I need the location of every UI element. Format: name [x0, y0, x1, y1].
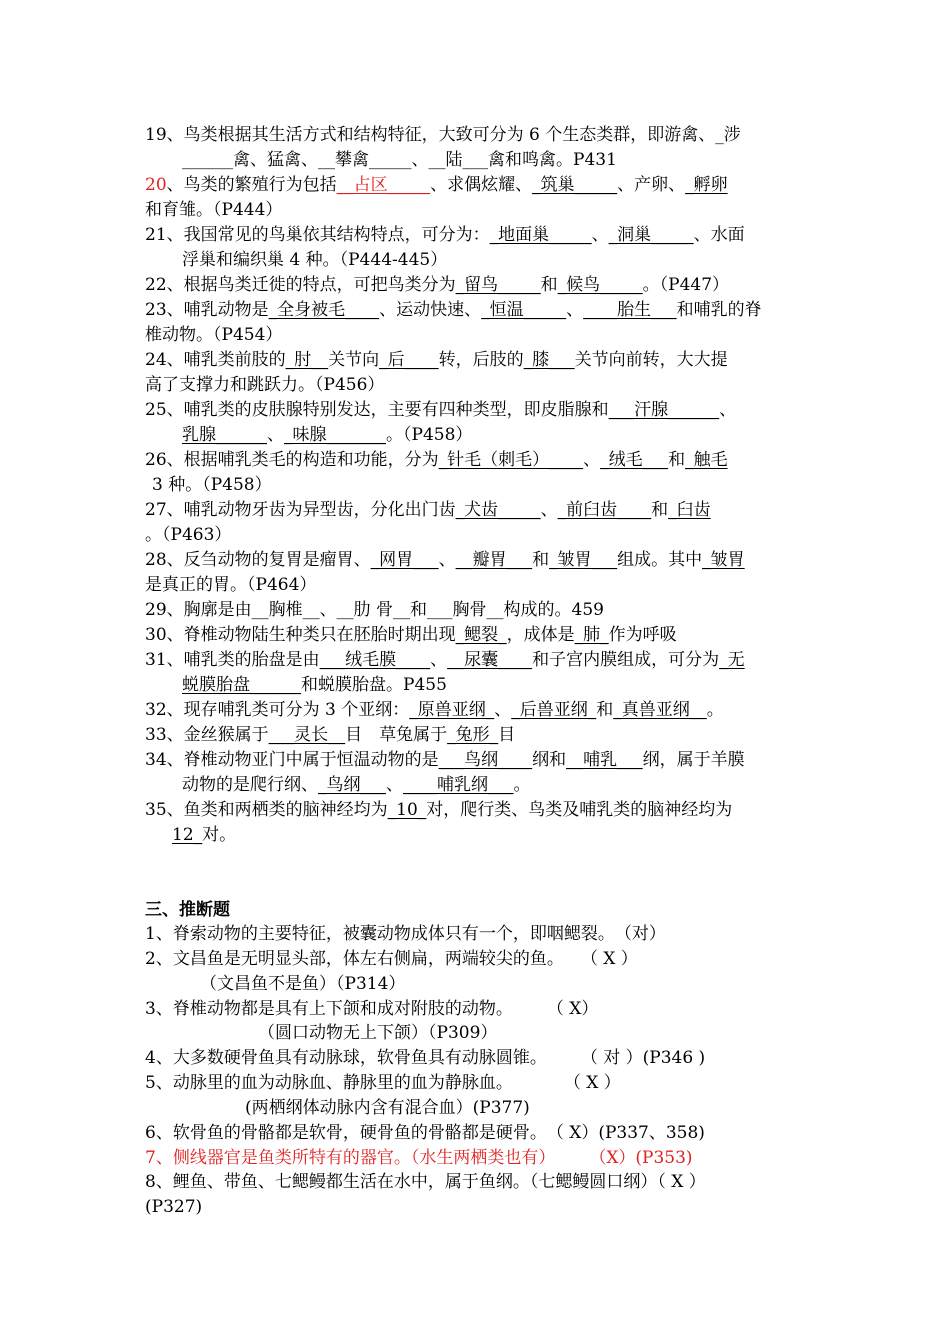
question-34-text: 34、脊椎动物亚门中属于恒温动物的是 [145, 750, 439, 770]
answer-fuluan: _孵卵 [685, 175, 728, 195]
answer-niaonang: __尿囊____ [447, 650, 533, 670]
judgement-item-1: 1、脊索动物的主要特征，被囊动物成体只有一个，即咽鳃裂。 （对） [145, 924, 666, 944]
answer-wangwei: _网胃___ [370, 550, 439, 570]
question-27-line2: 。（P463） [145, 525, 232, 545]
question-25-text: 25、哺乳类的皮肤腺特别发达，主要有四种类型，即皮脂腺和 [145, 400, 609, 420]
answer-xi: _膝___ [523, 350, 575, 370]
judgement-item-4: 4、大多数硬骨鱼具有动脉球，软骨鱼具有动脉圆锥。 （ 对 ）(P346 ) [145, 1048, 706, 1068]
question-23-end: 和哺乳的脊 [676, 300, 762, 320]
question-30-text: 30、脊椎动物陆生种类只在胚胎时期出现 [145, 625, 456, 645]
question-34-line1 [145, 748, 810, 773]
question-26-m1: 、 [583, 450, 601, 470]
question-20-number: 20 [145, 175, 167, 195]
question-34-m2: 、 [386, 775, 403, 795]
question-23-mid1: 、运动快速、 [379, 300, 482, 320]
judgement-item-2-note: （文昌鱼不是鱼）（P314） [200, 974, 406, 994]
question-32-m2: 和 [596, 700, 614, 720]
question-34-l2-end: 。 [513, 775, 531, 795]
question-26-text: 26、根据哺乳类毛的构造和功能，分为 [145, 450, 439, 470]
question-20-text-end: 、产卵、 [617, 175, 686, 195]
question-20-line1 [145, 173, 810, 198]
question-35-l2-end: 对。 [202, 825, 237, 845]
answer-fei: _肺_ [574, 625, 609, 645]
answer-liuniao: _留鸟_____ [455, 275, 541, 295]
answer-dimianchao: _地面巢_____ [489, 225, 592, 245]
question-33-m1: 目 草兔属于 [345, 725, 448, 745]
question-25-line2 [182, 423, 847, 448]
question-33-end: 目 [498, 725, 516, 745]
question-23-mid2: 、 [566, 300, 584, 320]
question-28-line1 [145, 548, 810, 573]
question-24-line1 [145, 348, 810, 373]
question-22-text: 22、根据鸟类迁徙的特点，可把鸟类分为 [145, 275, 456, 295]
question-20-text: 、鸟类的繁殖行为包括 [166, 175, 337, 195]
answer-tuimotaipan: 蜕膜胎盘______ [182, 675, 301, 695]
question-29-line1: 29、胸廓是由__胸椎__、__肋 骨__和___胸骨__构成的。459 [145, 600, 604, 620]
answer-12: 12_ [172, 825, 203, 845]
question-30-m1: ，成体是 [506, 625, 575, 645]
question-20-text-mid: 、求偶炫耀、 [430, 175, 533, 195]
answer-lingzhang: ___灵长__ [268, 725, 346, 745]
answer-niaogang-2: _鸟纲___ [318, 775, 386, 795]
question-31-line1 [145, 648, 810, 673]
question-25-line1 [145, 398, 810, 423]
question-19-line2: ______禽、猛禽、__攀禽_____、__陆___禽和鸣禽。P431 [182, 150, 617, 170]
question-20-line2: 和育雏。（P444） [145, 200, 283, 220]
answer-hanxian: ___汗腺______ [608, 400, 720, 420]
question-35-text: 35、鱼类和两栖类的脑神经均为 [145, 800, 388, 820]
judgement-item-7: 7、侧线器官是鱼类所特有的器官。（水生两栖类也有） （X）(P353) [145, 1148, 693, 1168]
question-28-m1: 、 [438, 550, 456, 570]
question-26-m2: 和 [668, 450, 686, 470]
answer-zhou: _肘__ [285, 350, 329, 370]
answer-weixian: _味腺_______ [284, 425, 386, 445]
answer-quanshenbeimao: _全身被毛____ [268, 300, 380, 320]
question-26-line1 [145, 448, 810, 473]
question-22-line1 [145, 273, 810, 298]
question-27-text: 27、哺乳动物牙齿为异型齿，分化出门齿 [145, 500, 456, 520]
question-27-m1: 、 [540, 500, 558, 520]
question-31-text: 31、哺乳类的胎盘是由 [145, 650, 320, 670]
question-28-m2: 和 [532, 550, 550, 570]
answer-rongmao: _绒毛___ [600, 450, 669, 470]
judgement-item-6: 6、软骨鱼的骨骼都是软骨，硬骨鱼的骨骼都是硬骨。 （ X）(P337、358) [145, 1123, 705, 1143]
answer-zhanqu: __占区_____ [336, 175, 431, 195]
question-34-end: 纲，属于羊膜 [642, 750, 745, 770]
question-27-line1 [145, 498, 810, 523]
question-31-m2: 和子宫内膜组成，可分为 [532, 650, 720, 670]
question-25-l2-end: 。（P458） [386, 425, 473, 445]
answer-hou: _后____ [379, 350, 439, 370]
answer-hengwen: _恒温_____ [481, 300, 567, 320]
question-27-m2: 和 [651, 500, 669, 520]
question-25-end: 、 [719, 400, 737, 420]
answer-wu: _无 [719, 650, 745, 670]
question-24-end: 关节向前转，大大提 [574, 350, 728, 370]
question-28-text: 28、反刍动物的复胃是瘤胃、 [145, 550, 371, 570]
question-28-line2: 是真正的胃。（P464） [145, 575, 317, 595]
answer-zhuchao: _筑巢_____ [532, 175, 618, 195]
question-21-text: 21、我国常见的鸟巢依其结构特点，可分为： [145, 225, 490, 245]
answer-10: _10_ [387, 800, 427, 820]
answer-yuanshouyagang: _原兽亚纲_ [409, 700, 495, 720]
question-35-line2 [172, 823, 837, 848]
answer-quanchi: _犬齿_____ [455, 500, 541, 520]
answer-qianjiuchi: _前臼齿____ [557, 500, 652, 520]
answer-zhenmao: _针毛（刺毛）____ [438, 450, 584, 470]
judgement-item-3-note: （圆口动物无上下颌）（P309） [258, 1023, 498, 1043]
question-19-line1: 19、鸟类根据其生活方式和结构特征，大致可分为 6 个生态类群，即游禽、_涉 [145, 125, 741, 145]
answer-zhenshouyagang: _真兽亚纲__ [613, 700, 707, 720]
question-22-end: 。（P447） [642, 275, 730, 295]
question-24-text: 24、哺乳类前肢的 [145, 350, 286, 370]
question-32-end: 。 [706, 700, 724, 720]
question-31-m1: 、 [430, 650, 448, 670]
answer-jiuchi: _臼齿 [668, 500, 711, 520]
question-32-line1 [145, 698, 810, 723]
question-23-line1 [145, 298, 810, 323]
answer-sailie: _鳃裂_ [455, 625, 507, 645]
question-35-line1 [145, 798, 810, 823]
answer-taisheng: ____胎生___ [583, 300, 677, 320]
question-24-m2: 转，后肢的 [438, 350, 524, 370]
question-34-line2 [182, 773, 847, 798]
answer-chumao: _触毛 [685, 450, 728, 470]
question-24-line2: 高了支撑力和跳跃力。（P456） [145, 375, 385, 395]
question-33-text: 33、金丝猴属于 [145, 725, 269, 745]
judgement-item-8: 8、鲤鱼、带鱼、七鳃鳗都生活在水中，属于鱼纲。（七鳃鳗圆口纲）（ X ） [145, 1172, 706, 1192]
question-34-m1: 纲和 [532, 750, 567, 770]
question-23-line2: 椎动物。（P454） [145, 325, 283, 345]
question-26-line2: 3 种。（P458） [152, 475, 272, 495]
answer-tuxing: _兔形_ [447, 725, 499, 745]
judgement-item-3: 3、脊椎动物都是具有上下颌和成对附肢的动物。 （ X） [145, 999, 599, 1019]
answer-zhouwei-2: _皱胃 [702, 550, 745, 570]
question-21-text-end: 、水面 [693, 225, 745, 245]
answer-houshouyagang: _后兽亚纲_ [511, 700, 597, 720]
answer-rongmaomo: ___绒毛膜____ [319, 650, 431, 670]
judgement-item-8-page: (P327) [145, 1197, 203, 1217]
section-heading: 三、推断题 [145, 900, 230, 920]
answer-buru: __哺乳___ [566, 750, 643, 770]
question-31-l2-end: 和蜕膜胎盘。P455 [301, 675, 447, 695]
question-24-m1: 关节向 [328, 350, 380, 370]
question-32-text: 32、现存哺乳类可分为 3 个亚纲： [145, 700, 410, 720]
question-21-line1 [145, 223, 810, 248]
answer-houniao: _候鸟_____ [557, 275, 643, 295]
question-30-line1 [145, 623, 810, 648]
separator: 、 [591, 225, 609, 245]
answer-ruxian: 乳腺______ [182, 425, 267, 445]
question-21-line2: 浮巢和编织巢 4 种。（P444-445） [182, 250, 448, 270]
question-25-m: 、 [267, 425, 284, 445]
answer-banwei: __瓣胃___ [455, 550, 533, 570]
judgement-item-5-note: (两栖纲体动脉内含有混合血）(P377) [245, 1098, 530, 1118]
question-28-m3: 组成。其中 [617, 550, 703, 570]
question-33-line1 [145, 723, 810, 748]
answer-burugang: ____哺乳纲___ [403, 775, 514, 795]
judgement-item-2: 2、文昌鱼是无明显头部，体左右侧扁，两端较尖的鱼。 （ X ） [145, 949, 638, 969]
judgement-item-5: 5、动脉里的血为动脉血、静脉里的血为静脉血。 （ X ） [145, 1073, 621, 1093]
answer-zhouwei: _皱胃___ [549, 550, 618, 570]
question-23-text: 23、哺乳动物是 [145, 300, 269, 320]
question-31-line2 [182, 673, 847, 698]
question-34-l2: 动物的是爬行纲、 [182, 775, 318, 795]
answer-niaogang: ___鸟纲____ [438, 750, 533, 770]
question-32-m1: 、 [494, 700, 512, 720]
question-30-end: 作为呼吸 [608, 625, 677, 645]
question-22-mid: 和 [540, 275, 558, 295]
question-35-end: 对，爬行类、鸟类及哺乳类的脑神经均为 [426, 800, 733, 820]
answer-dongchao: _洞巢_____ [608, 225, 694, 245]
